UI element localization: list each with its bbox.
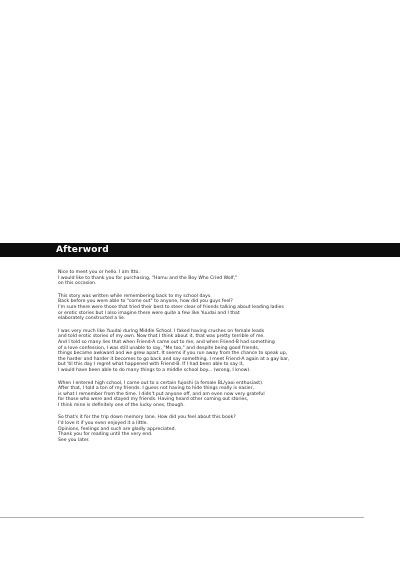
text-line: for those who were and stayed my friends. Having heard other coming out stories, (58, 397, 249, 403)
text-line: elaborately constructed a lie. (58, 316, 126, 322)
text-line: things became awkward and we grew apart. It seems if you run away from the chance to speak up, (58, 351, 288, 357)
text-line: See you later. (58, 437, 90, 443)
text-line: on this occasion. (58, 281, 97, 287)
text-line: And I told so many lies that when Friend-A came out to me, and when Friend-B had something (58, 339, 275, 345)
footer-divider (0, 517, 364, 518)
text-line: and told erotic stories of my own. Now that I think about it, that was pretty terrible of me. (58, 334, 265, 340)
text-line: This story was written while remembering back to my school days. (58, 293, 212, 299)
section-title: Afterword (56, 245, 109, 255)
text-line: Thank you for reading until the very end. (58, 432, 153, 438)
text-line: After that, I told a ton of my friends. I guess not having to hide things really is easier, (58, 386, 254, 392)
text-line: of a love confession, I was still unable to say, "Me too," and despite being good friends, (58, 345, 260, 351)
text-line: Opinions, feelings and such are gladly appreciated. (58, 426, 176, 432)
paragraph (58, 329, 358, 374)
text-line: or erotic stories but I also imagine there were quite a few like Yuudai and I that (58, 310, 240, 316)
paragraph (58, 294, 358, 322)
text-line: I would have been able to do many things to a middle school boy... (wrong, I know). (58, 367, 251, 373)
paragraph (58, 381, 358, 409)
text-line: So that's it for the trip down memory lane. How did you feel about this book? (58, 415, 236, 421)
text-line: but 'til this day I regret what happened with Friend-B. If I had been able to say it, (58, 362, 244, 368)
text-line: I was very much like Yuudai during Middle School. I faked having crushes on female leads (58, 328, 265, 334)
text-line: I'd love it if you even enjoyed it a little. (58, 421, 148, 427)
text-line: is what I remember from the time. I didn't put anyone off, and am even now very grateful (58, 391, 265, 397)
text-line: Back before you were able to "come out" to anyone, how did you guys feel? (58, 299, 233, 305)
text-line: the harder and harder it becomes to go back and say something. I meet Friend-A again at a gay bar, (58, 356, 290, 362)
text-line: Nice to meet you or hello. I am Itto. (58, 270, 140, 275)
text-line: I'm sure there were those that tried their best to steer clear of friends talking about leading ladies (58, 304, 284, 310)
text-line: I would like to thank you for purchasing, "Hamu and the Boy Who Cried Wolf," (58, 275, 238, 281)
section-header-bar (0, 243, 400, 257)
text-line: When I entered high school, I came out to a certain fujoshi (a female BL/yaoi enthusiast). (58, 380, 264, 386)
afterword-body (58, 270, 358, 450)
paragraph (58, 415, 358, 443)
paragraph (58, 270, 358, 287)
text-line: I think mine is definitely one of the lucky ones, though. (58, 402, 185, 408)
